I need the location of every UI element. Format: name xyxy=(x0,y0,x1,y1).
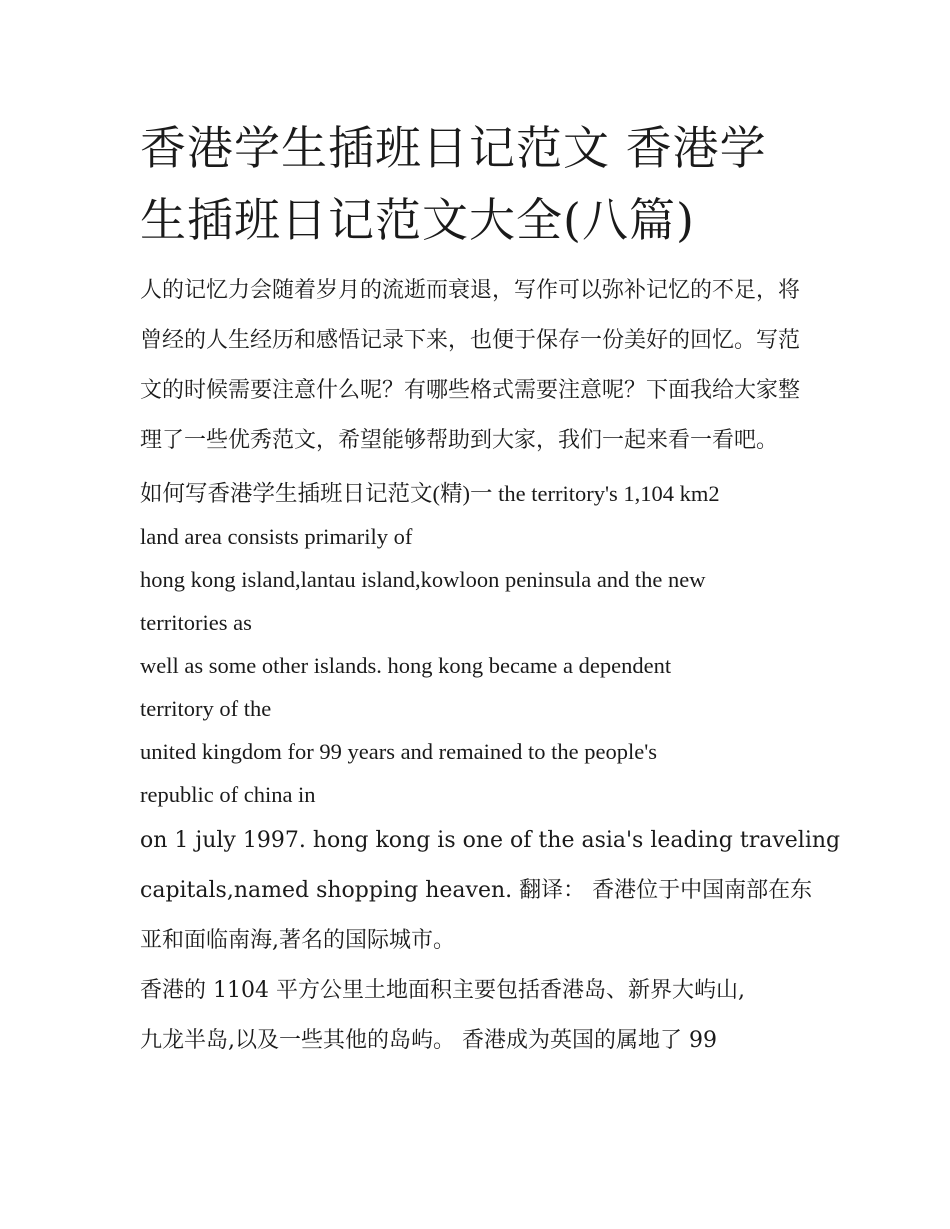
document-title xyxy=(140,112,820,256)
text-line: land area consists primarily of xyxy=(140,524,413,549)
text-line: on 1 july 1997. hong kong is one of the asia's leading traveling xyxy=(140,828,841,853)
document-page xyxy=(140,112,841,1066)
text-line: territory of the xyxy=(140,696,272,721)
text-line: 九龙半岛,以及一些其他的岛屿。 香港成为英国的属地了 99 xyxy=(140,1028,717,1053)
text-line: 香港的 1104 平方公里土地面积主要包括香港岛、新界大屿山, xyxy=(140,978,745,1003)
title-line: 香港学生插班日记范文 香港学 xyxy=(140,121,767,175)
article-body xyxy=(140,472,841,1066)
text-line: capitals,named shopping heaven. 翻译： 香港位于中国南部在东 xyxy=(140,878,813,903)
text-line: 亚和面临南海,著名的国际城市。 xyxy=(140,928,455,953)
text-line: hong kong island,lantau island,kowloon peninsula and the new xyxy=(140,567,706,592)
text-line: territories as xyxy=(140,610,252,635)
intro-paragraph: 人的记忆力会随着岁月的流逝而衰退，写作可以弥补记忆的不足，将曾经的人生经历和感悟记录下来，也便于保存一份美好的回忆。写范文的时候需要注意什么呢？有哪些格式需要注意呢？下面我给大家整理了一些优秀范文，希望能够帮助到大家，我们一起来看一看吧。 xyxy=(140,278,801,453)
title-line: 生插班日记范文大全(八篇) xyxy=(140,193,695,247)
text-line: united kingdom for 99 years and remained to the people's xyxy=(140,739,658,764)
text-line: 如何写香港学生插班日记范文(精)一 the territory's 1,104 km2 xyxy=(140,481,720,506)
text-line: well as some other islands. hong kong became a dependent xyxy=(140,653,672,678)
text-line: republic of china in xyxy=(140,782,316,807)
